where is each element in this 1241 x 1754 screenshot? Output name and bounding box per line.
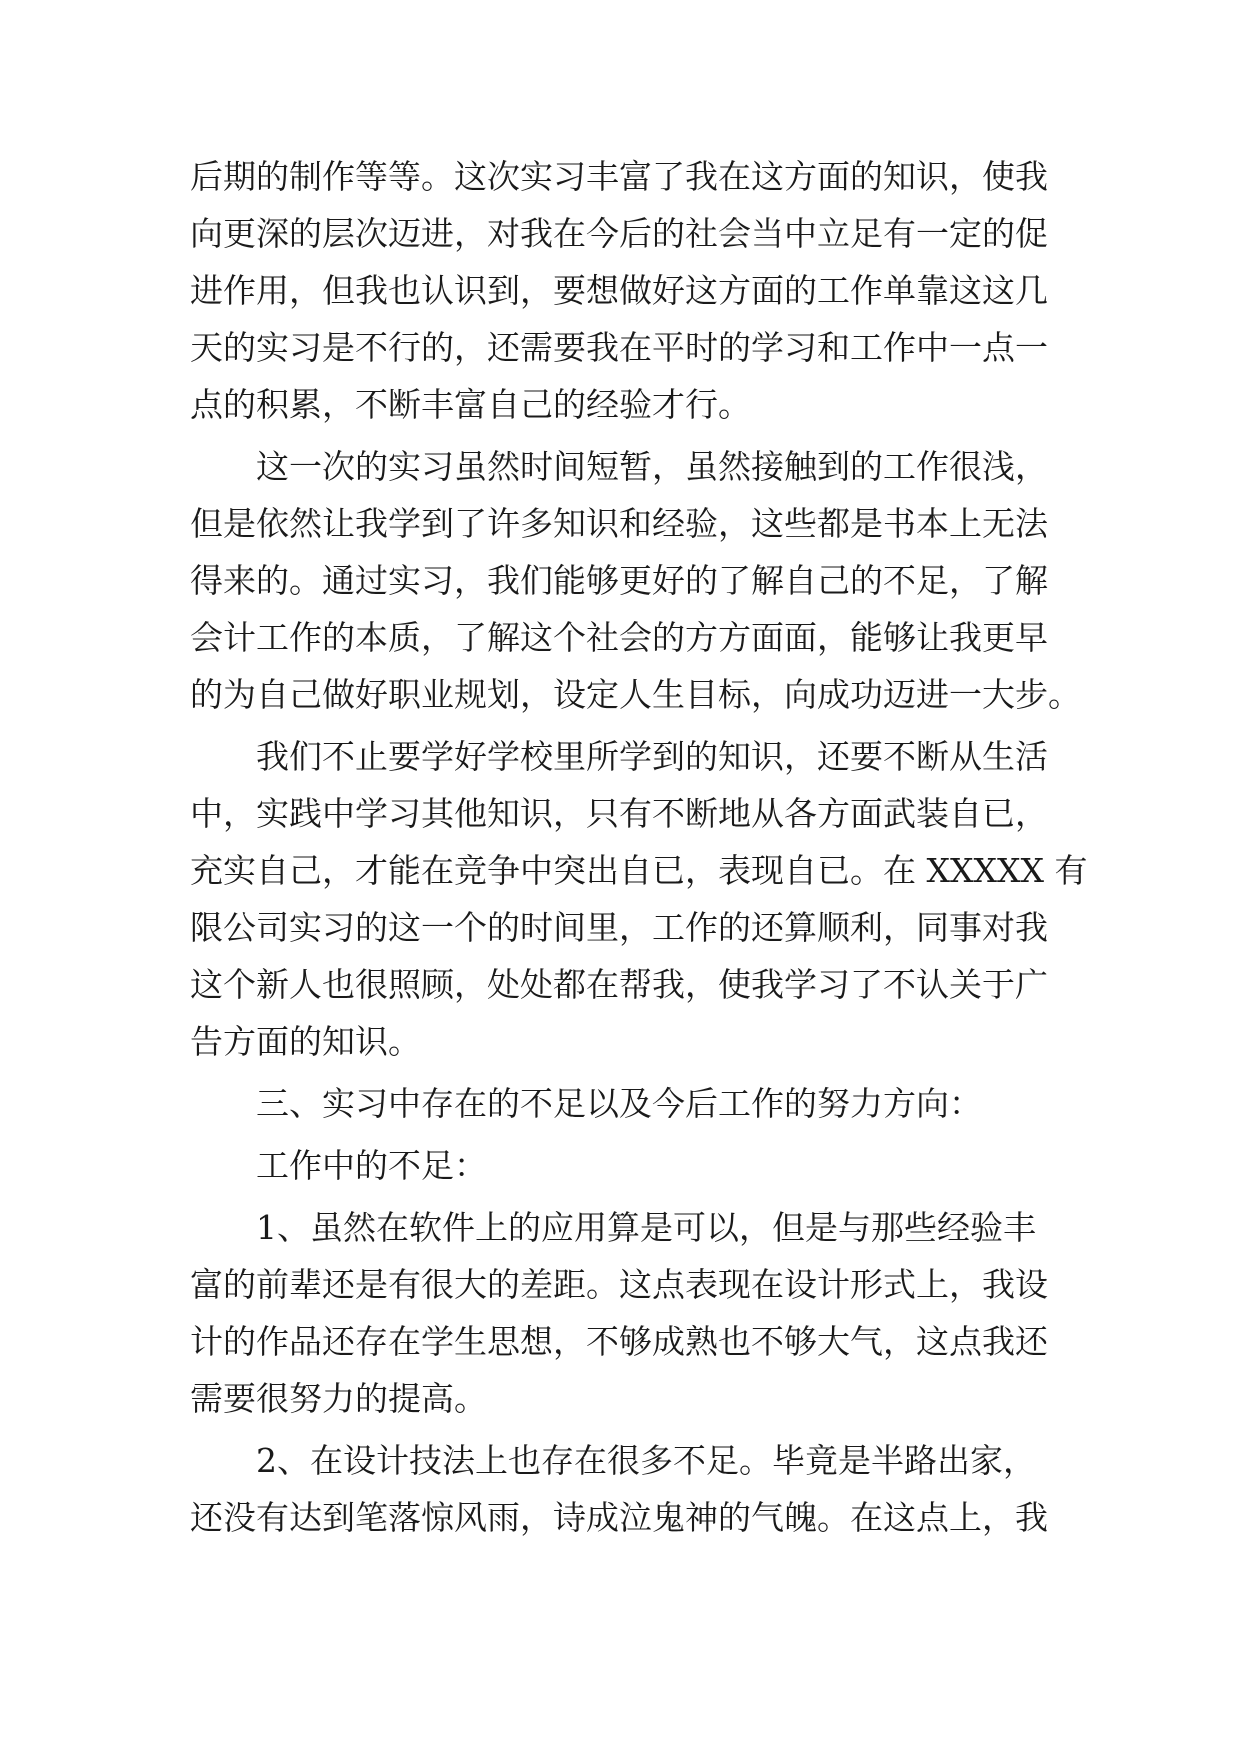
section-heading: 三、实习中存在的不足以及今后工作的努力方向： (256, 1084, 982, 1123)
text-line: 限公司实习的这一个的时间里，工作的还算顺利，同事对我 (190, 908, 1048, 947)
text-line: 计的作品还存在学生思想，不够成熟也不够大气，这点我还 (190, 1322, 1048, 1361)
text-line: 的为自己做好职业规划，设定人生目标，向成功迈进一大步。 (190, 675, 1081, 714)
text-line: 还没有达到笔落惊风雨，诗成泣鬼神的气魄。在这点上，我 (190, 1498, 1048, 1537)
text-line: 这个新人也很照顾，处处都在帮我，使我学习了不认关于广 (190, 965, 1048, 1004)
text-line: 告方面的知识。 (190, 1022, 421, 1061)
text-line: 得来的。通过实习，我们能够更好的了解自己的不足，了解 (190, 561, 1048, 600)
list-item-start-line: 2、在设计技法上也存在很多不足。毕竟是半路出家， (256, 1441, 1036, 1480)
text-line: 会计工作的本质，了解这个社会的方方面面，能够让我更早 (190, 618, 1048, 657)
text-line: 后期的制作等等。这次实习丰富了我在这方面的知识，使我 (190, 157, 1048, 196)
text-line: 点的积累，不断丰富自己的经验才行。 (190, 385, 751, 424)
text-line: 富的前辈还是有很大的差距。这点表现在设计形式上，我设 (190, 1265, 1048, 1304)
text-line: 向更深的层次迈进，对我在今后的社会当中立足有一定的促 (190, 214, 1048, 253)
text-line: 需要很努力的提高。 (190, 1379, 487, 1418)
subsection-heading: 工作中的不足： (256, 1146, 487, 1185)
text-line: 充实自己，才能在竞争中突出自已，表现自已。在 XXXXX 有 (190, 851, 1088, 890)
text-line: 中，实践中学习其他知识，只有不断地从各方面武装自已， (190, 794, 1048, 833)
paragraph-start-line: 我们不止要学好学校里所学到的知识，还要不断从生活 (256, 737, 1048, 776)
text-line: 天的实习是不行的，还需要我在平时的学习和工作中一点一 (190, 328, 1048, 367)
text-line: 但是依然让我学到了许多知识和经验，这些都是书本上无法 (190, 504, 1048, 543)
text-line: 进作用，但我也认识到，要想做好这方面的工作单靠这这几 (190, 271, 1048, 310)
paragraph-start-line: 这一次的实习虽然时间短暂，虽然接触到的工作很浅， (256, 447, 1048, 486)
list-item-start-line: 1、虽然在软件上的应用算是可以，但是与那些经验丰 (256, 1208, 1036, 1247)
